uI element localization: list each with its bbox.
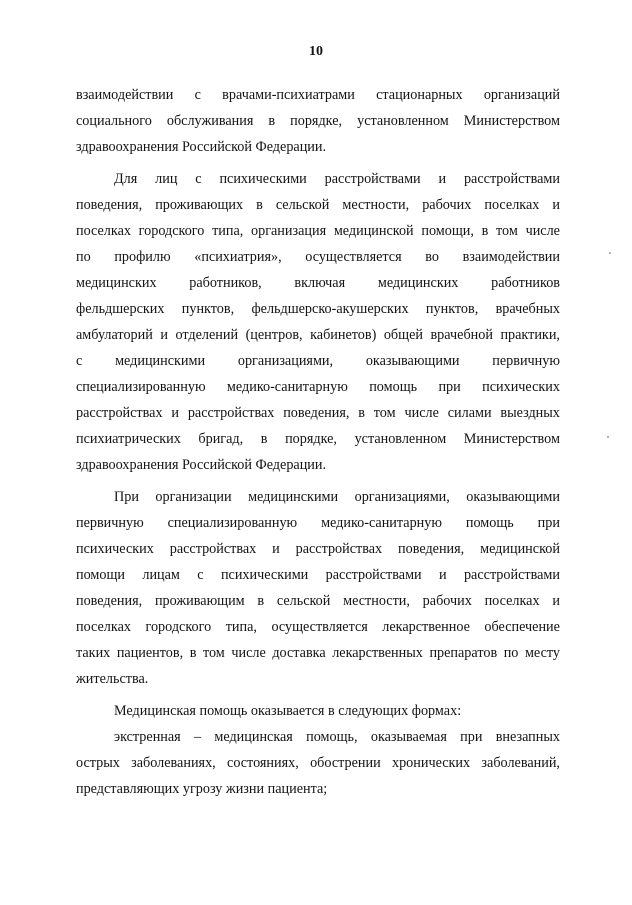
word: фельдшерских [76, 301, 165, 317]
word: пациентов, [116, 645, 184, 661]
word: том [202, 645, 225, 661]
text-line [76, 750, 560, 776]
word: врачебных [495, 301, 560, 317]
word: медико-санитарную [226, 379, 348, 395]
text-line [76, 218, 560, 244]
word: медико-санитарную [321, 515, 442, 531]
word: расстройствами [463, 171, 560, 187]
word: расстройствах [76, 405, 163, 421]
word: психическими [219, 171, 307, 187]
word: взаимодействии [462, 249, 560, 265]
word: пунктов, [181, 301, 235, 317]
word: медицинскими [248, 489, 339, 505]
paragraph [76, 698, 560, 724]
word: поселках [484, 593, 540, 609]
text-line [76, 776, 560, 802]
word: рабочих [422, 593, 472, 609]
word: специализированную [76, 379, 206, 395]
scan-speck [609, 252, 611, 254]
word: состояниях, [227, 755, 299, 771]
word: и [438, 171, 447, 187]
word: поведения, [76, 197, 143, 213]
word: помощь, [306, 729, 358, 745]
word: организация [251, 223, 327, 239]
word: бригад, [198, 431, 244, 447]
word: порядке, [285, 431, 337, 447]
word: острых [76, 755, 120, 771]
word: фельдшерско-акушерских [251, 301, 409, 317]
word: сельской [276, 593, 331, 609]
word: рабочих [422, 197, 472, 213]
word: проживающим [154, 593, 245, 609]
text-line [76, 348, 560, 374]
word: отделений [175, 327, 239, 343]
word: организации [155, 489, 232, 505]
word: жительства. [76, 671, 149, 687]
word: помощь [465, 515, 514, 531]
word: взаимодействии [76, 87, 174, 103]
word: – [193, 729, 202, 745]
word: Министерством [463, 113, 560, 129]
word: типа, [225, 619, 257, 635]
word: медицинской [333, 223, 414, 239]
word: оказывающими [365, 353, 460, 369]
text-line [76, 374, 560, 400]
word: в [268, 113, 276, 129]
document-body [76, 82, 560, 802]
word: стационарных [376, 87, 463, 103]
word: психическими [220, 567, 309, 583]
word: по [76, 249, 91, 265]
text-line [76, 588, 560, 614]
text-line [76, 614, 560, 640]
word: обострении [310, 755, 381, 771]
word: специализированную [167, 515, 298, 531]
word: с [76, 353, 83, 369]
text-line [76, 166, 560, 192]
word: лекарственное [382, 619, 470, 635]
word: по [503, 645, 519, 661]
text-line [76, 640, 560, 666]
word: лекарственных [332, 645, 423, 661]
word: При [114, 489, 139, 505]
text-line [76, 270, 560, 296]
word: организаций [483, 87, 560, 103]
word: расстройствами [463, 567, 560, 583]
word: во [425, 249, 439, 265]
word: и [552, 197, 560, 213]
word: профилю [114, 249, 171, 265]
text-line [76, 296, 560, 322]
word: медицинских [76, 275, 157, 291]
word: в [257, 593, 265, 609]
word: «психиатрия», [194, 249, 282, 265]
word: амбулаторий [76, 327, 153, 343]
word: таких [76, 645, 111, 661]
word: в [189, 645, 197, 661]
word: расстройствами [325, 567, 422, 583]
word: расстройствах [187, 405, 275, 421]
word: поселках [484, 197, 540, 213]
word: врачами-психиатрами [222, 87, 355, 103]
word: доставка [272, 645, 326, 661]
word: и [552, 593, 560, 609]
word: при [537, 515, 560, 531]
word: при [438, 379, 461, 395]
word: в [260, 431, 268, 447]
paragraph [76, 82, 560, 160]
word: лицам [142, 567, 180, 583]
text-line [76, 666, 560, 692]
word: помощь [369, 379, 418, 395]
word: обеспечение [484, 619, 560, 635]
word: при [460, 729, 483, 745]
word: Медицинская помощь оказывается в следующих формах: [114, 703, 462, 719]
word: осуществляется [271, 619, 368, 635]
word: том [373, 405, 396, 421]
word: установленном [354, 431, 447, 447]
word: установленном [357, 113, 449, 129]
word: оказывающими [466, 489, 560, 505]
word: общей [383, 327, 423, 343]
word: Министерством [463, 431, 560, 447]
text-line [76, 134, 560, 160]
word: расстройствах [295, 541, 383, 557]
text-line [76, 82, 560, 108]
word: работников, [189, 275, 262, 291]
word: врачебной [430, 327, 493, 343]
text-line [76, 108, 560, 134]
paragraph [76, 724, 560, 802]
paragraph [76, 166, 560, 478]
word: (центров, [245, 327, 303, 343]
word: городского [145, 619, 212, 635]
word: поведения, [76, 593, 143, 609]
text-line [76, 452, 560, 478]
word: расстройствами [324, 171, 421, 187]
word: местности, [342, 197, 410, 213]
text-line [76, 724, 560, 750]
word: лиц [155, 171, 178, 187]
word: поселках [76, 619, 131, 635]
text-line [76, 698, 560, 724]
word: месту [524, 645, 560, 661]
word: социального [76, 113, 152, 129]
word: медицинская [214, 729, 293, 745]
word: и [171, 405, 179, 421]
word: обслуживания [166, 113, 254, 129]
word: организациями, [354, 489, 450, 505]
text-line [76, 484, 560, 510]
word: в [256, 197, 263, 213]
word: практики, [500, 327, 560, 343]
word: психических [76, 541, 154, 557]
word: психиатрических [76, 431, 181, 447]
word: поселках [76, 223, 131, 239]
text-line [76, 426, 560, 452]
text-line [76, 322, 560, 348]
paragraph [76, 484, 560, 692]
word: заболеваниях, [131, 755, 216, 771]
word: медицинских [377, 275, 459, 291]
word: пунктов, [425, 301, 479, 317]
scan-speck [607, 436, 609, 438]
word: осуществляется [305, 249, 402, 265]
text-line [76, 562, 560, 588]
word: включая [294, 275, 346, 291]
word: помощи [76, 567, 126, 583]
word: работников [491, 275, 560, 291]
word: поведения, [398, 541, 465, 557]
word: хронических [391, 755, 471, 771]
word: экстренная [114, 729, 181, 745]
word: местности, [343, 593, 410, 609]
word: числе [231, 645, 266, 661]
word: типа, [212, 223, 244, 239]
word: с [195, 171, 202, 187]
word: с [194, 87, 201, 103]
word: числе [525, 223, 560, 239]
word: поведения, [283, 405, 350, 421]
word: внезапных [495, 729, 560, 745]
word: здравоохранения Российской Федерации. [76, 139, 327, 155]
text-line [76, 244, 560, 270]
word: выездных [500, 405, 560, 421]
word: медицинскими [115, 353, 206, 369]
page-number: 10 [309, 44, 323, 59]
word: организациями, [237, 353, 334, 369]
word: и [439, 567, 447, 583]
word: расстройствах [169, 541, 257, 557]
word: в [358, 405, 365, 421]
word: медицинской [480, 541, 560, 557]
word: порядке, [290, 113, 343, 129]
word: том [496, 223, 518, 239]
word: психических [482, 379, 560, 395]
text-line [76, 536, 560, 562]
word: препаратов [429, 645, 498, 661]
word: в [481, 223, 489, 239]
word: оказываемая [370, 729, 447, 745]
word: первичную [76, 515, 144, 531]
text-line [76, 400, 560, 426]
word: представляющих угрозу жизни пациента; [76, 781, 328, 797]
word: заболеваний, [481, 755, 560, 771]
text-line [76, 192, 560, 218]
word: и [160, 327, 168, 343]
word: городского [138, 223, 205, 239]
word: первичную [492, 353, 560, 369]
word: помощи, [421, 223, 474, 239]
word: проживающих [155, 197, 244, 213]
word: сельской [275, 197, 330, 213]
word: с [197, 567, 204, 583]
word: Для [114, 171, 138, 187]
word: и [272, 541, 280, 557]
text-line [76, 510, 560, 536]
word: здравоохранения Российской Федерации. [76, 457, 327, 473]
word: кабинетов) [310, 327, 377, 343]
word: числе [404, 405, 439, 421]
word: силами [447, 405, 492, 421]
